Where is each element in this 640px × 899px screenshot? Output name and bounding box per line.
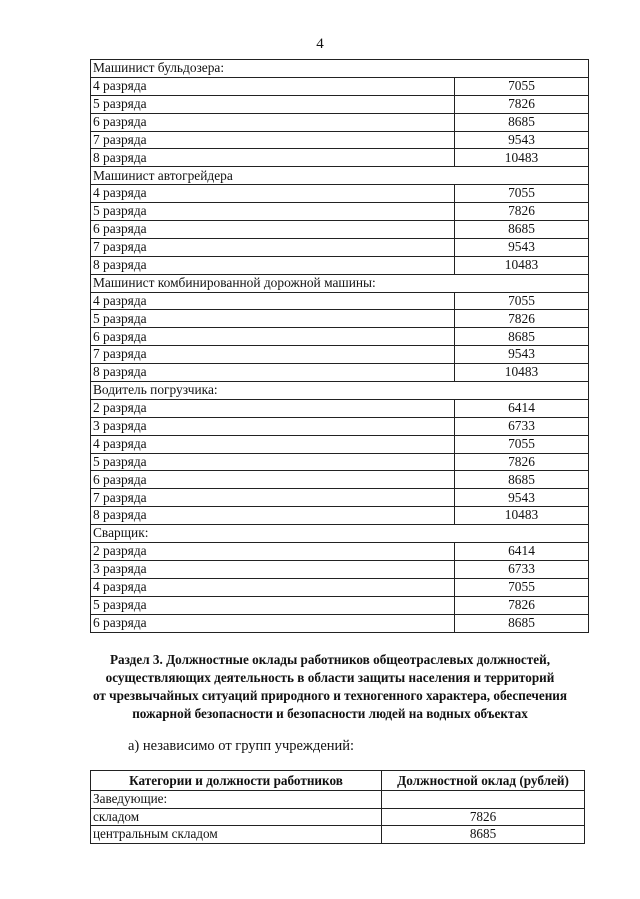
salary-cell: 8685	[455, 614, 589, 632]
grade-cell: 6 разряда	[91, 328, 455, 346]
table-row	[91, 399, 589, 417]
table-row	[91, 489, 589, 507]
position-cell: центральным складом	[91, 826, 382, 844]
table-row	[91, 221, 589, 239]
table-row	[91, 453, 589, 471]
header-categories: Категории и должности работников	[91, 771, 382, 791]
group-title: Машинист автогрейдера	[91, 167, 589, 185]
table-row	[91, 95, 589, 113]
grade-cell: 5 разряда	[91, 310, 455, 328]
grade-cell: 3 разряда	[91, 417, 455, 435]
page-number: 4	[316, 36, 324, 52]
salary-cell: 8685	[455, 328, 589, 346]
table-row	[91, 808, 585, 826]
salary-cell: 9543	[455, 489, 589, 507]
salary-cell: 7055	[455, 185, 589, 203]
salary-cell: 7055	[455, 292, 589, 310]
group-title: Машинист бульдозера:	[91, 60, 589, 78]
salary-cell: 7826	[455, 95, 589, 113]
salary-cell: 8685	[382, 826, 585, 844]
group-empty-cell	[382, 791, 585, 809]
table-row	[91, 256, 589, 274]
group-title: Водитель погрузчика:	[91, 382, 589, 400]
table-row	[91, 435, 589, 453]
salary-cell: 8685	[455, 221, 589, 239]
section-heading	[60, 651, 600, 723]
grade-cell: 8 разряда	[91, 256, 455, 274]
table-row	[91, 614, 589, 632]
table-row	[91, 185, 589, 203]
staff-salary-table	[90, 770, 585, 844]
salary-cell: 10483	[455, 507, 589, 525]
salary-cell: 7826	[455, 453, 589, 471]
grade-cell: 6 разряда	[91, 221, 455, 239]
table-row	[91, 560, 589, 578]
table-row	[91, 77, 589, 95]
grade-cell: 8 разряда	[91, 364, 455, 382]
grade-cell: 8 разряда	[91, 507, 455, 525]
table-group-row	[91, 274, 589, 292]
table-row	[91, 471, 589, 489]
table-row	[91, 131, 589, 149]
grade-cell: 2 разряда	[91, 543, 455, 561]
table-row	[91, 203, 589, 221]
table-group-row	[91, 525, 589, 543]
table-row	[91, 328, 589, 346]
salary-cell: 9543	[455, 131, 589, 149]
position-cell: складом	[91, 808, 382, 826]
grade-cell: 4 разряда	[91, 77, 455, 95]
grade-cell: 6 разряда	[91, 113, 455, 131]
header-salary: Должностной оклад (рублей)	[382, 771, 585, 791]
table-row	[91, 826, 585, 844]
group-title: Машинист комбинированной дорожной машины:	[91, 274, 589, 292]
section-subtitle: а) независимо от групп учреждений:	[128, 738, 355, 754]
table-row	[91, 238, 589, 256]
table-row	[91, 113, 589, 131]
table-row	[91, 543, 589, 561]
table-group-row	[91, 382, 589, 400]
salary-cell: 7055	[455, 435, 589, 453]
table-header-row	[91, 771, 585, 791]
grade-cell: 7 разряда	[91, 346, 455, 364]
salary-cell: 6733	[455, 417, 589, 435]
table-group-row	[91, 60, 589, 78]
section-heading-line: от чрезвычайных ситуаций природного и техногенного характера, обеспечения	[92, 688, 568, 703]
grade-cell: 4 разряда	[91, 185, 455, 203]
grade-cell: 5 разряда	[91, 203, 455, 221]
table-group-row	[91, 167, 589, 185]
salary-cell: 8685	[455, 471, 589, 489]
salary-cell: 7055	[455, 77, 589, 95]
grade-cell: 3 разряда	[91, 560, 455, 578]
salary-cell: 9543	[455, 346, 589, 364]
grade-cell: 7 разряда	[91, 489, 455, 507]
grade-cell: 6 разряда	[91, 614, 455, 632]
salary-cell: 6414	[455, 399, 589, 417]
grade-cell: 4 разряда	[91, 578, 455, 596]
table-group-row	[91, 791, 585, 809]
section-heading-line: Раздел 3. Должностные оклады работников общеотраслевых должностей,	[109, 652, 551, 667]
salary-cell: 8685	[455, 113, 589, 131]
salary-cell: 10483	[455, 149, 589, 167]
grade-cell: 5 разряда	[91, 596, 455, 614]
salary-cell: 7826	[455, 310, 589, 328]
grade-cell: 6 разряда	[91, 471, 455, 489]
table-row	[91, 310, 589, 328]
salary-cell: 10483	[455, 256, 589, 274]
grade-cell: 5 разряда	[91, 453, 455, 471]
group-title: Заведующие:	[91, 791, 382, 809]
salary-cell: 6733	[455, 560, 589, 578]
salary-cell: 7055	[455, 578, 589, 596]
table-row	[91, 417, 589, 435]
grade-cell: 4 разряда	[91, 435, 455, 453]
grade-cell: 8 разряда	[91, 149, 455, 167]
salary-cell: 10483	[455, 364, 589, 382]
table-row	[91, 346, 589, 364]
grade-cell: 4 разряда	[91, 292, 455, 310]
table-row	[91, 364, 589, 382]
salary-cell: 7826	[382, 808, 585, 826]
grade-cell: 7 разряда	[91, 238, 455, 256]
table-row	[91, 596, 589, 614]
grade-cell: 7 разряда	[91, 131, 455, 149]
salary-table-body	[91, 60, 589, 633]
section-heading-line: пожарной безопасности и безопасности людей на водных объектах	[132, 706, 528, 721]
salary-cell: 7826	[455, 596, 589, 614]
salary-table	[90, 59, 589, 633]
group-title: Сварщик:	[91, 525, 589, 543]
salary-cell: 6414	[455, 543, 589, 561]
table-row	[91, 149, 589, 167]
grade-cell: 2 разряда	[91, 399, 455, 417]
salary-cell: 7826	[455, 203, 589, 221]
table-row	[91, 292, 589, 310]
grade-cell: 5 разряда	[91, 95, 455, 113]
table-row	[91, 507, 589, 525]
salary-cell: 9543	[455, 238, 589, 256]
table-row	[91, 578, 589, 596]
section-heading-line: осуществляющих деятельность в области защиты населения и территорий	[105, 670, 555, 685]
